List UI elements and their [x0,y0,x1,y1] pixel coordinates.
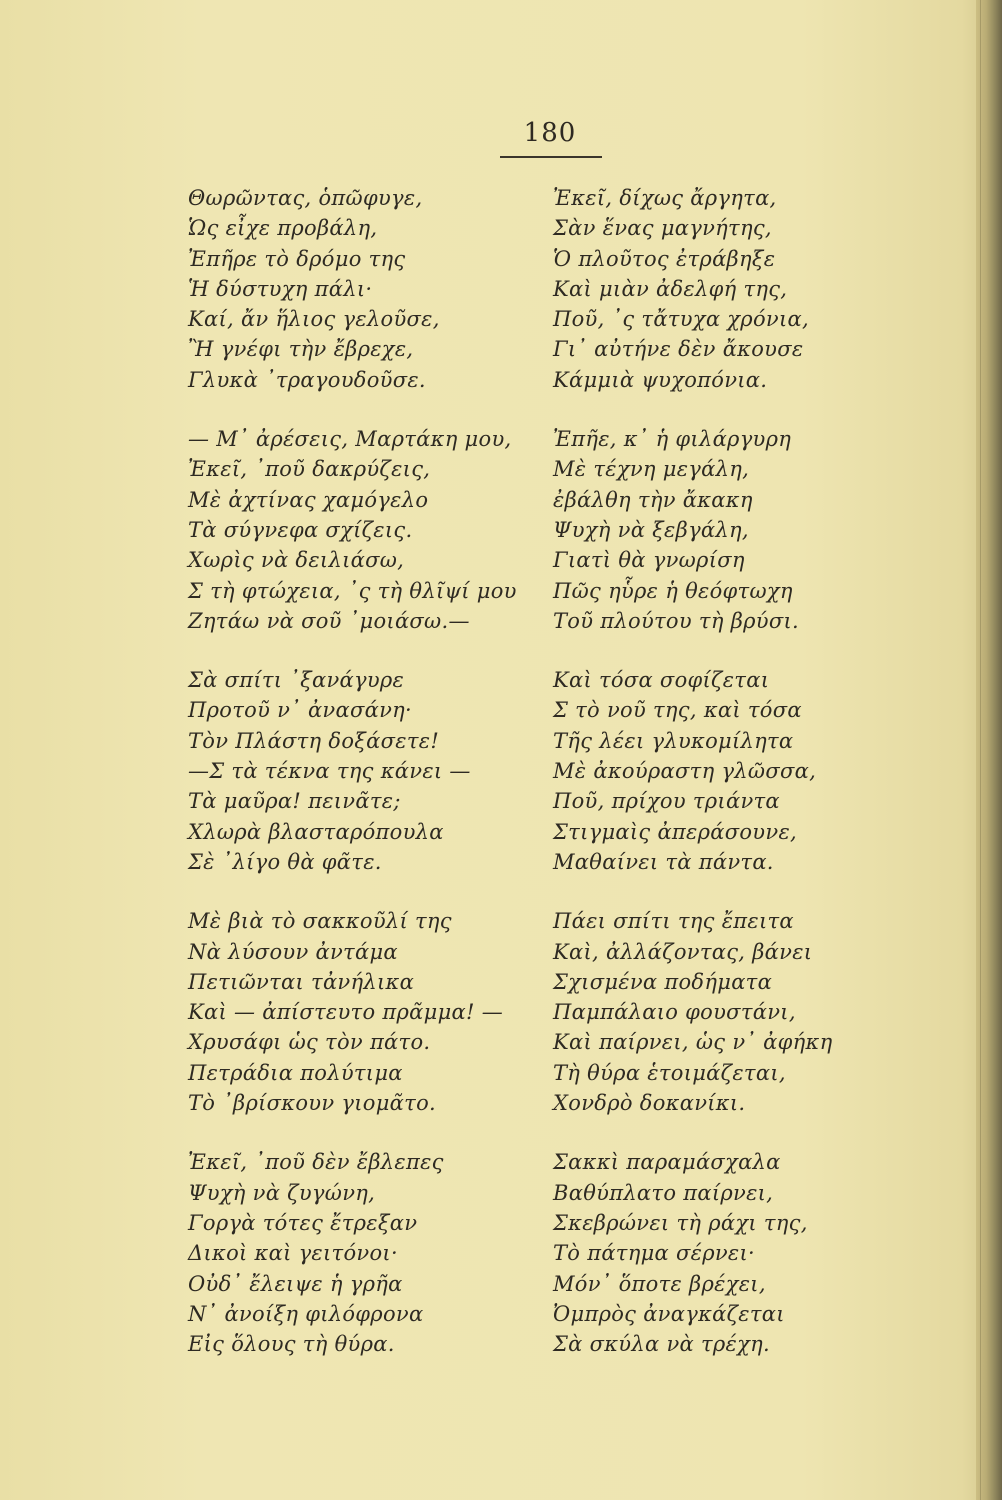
verse-line: Ἐπῆρε τὸ δρόμο της [188,246,406,271]
book-spine-edge [976,0,1002,1500]
verse-line: Μαθαίνει τὰ πάντα. [553,849,774,874]
verse-line: Ποῦ, ᾿ς τἄτυχα χρόνια, [553,307,809,332]
verse-line: Σ τὸ νοῦ της, καὶ τόσα [553,698,802,723]
verse-line: Εἰς ὅλους τὴ θύρα. [188,1332,395,1357]
verse-line: Πετράδια πολύτιμα [188,1060,403,1085]
verse-line: Ὡς εἶχε προβάλη, [188,216,378,241]
verse-line: Καὶ — ἀπίστευτο πρᾶμμα! — [188,1000,504,1025]
verse-line: Σ τὴ φτώχεια, ᾿ς τὴ θλῖψί μου [188,578,517,603]
verse-line: —Σ τὰ τέκνα της κάνει — [188,759,471,784]
verse-line: Τὴ θύρα ἑτοιμάζεται, [553,1060,786,1085]
verse-line: Τοῦ πλούτου τὴ βρύσι. [553,608,799,633]
verse-line: Παμπάλαιο φουστάνι, [553,1000,796,1025]
stanza [188,665,568,877]
verse-line: Καί, ἄν ἥλιος γελοῦσε, [188,307,440,332]
poem-column-left [188,183,568,1388]
verse-line: Στιγμαὶς ἀπεράσουνε, [553,819,797,844]
stanza [553,1147,933,1359]
verse-line: Καὶ μιὰν ἀδελφή της, [553,276,788,301]
verse-line: ἐβάλθη τὴν ἄκακη [553,487,753,512]
verse-line: Γοργὰ τότες ἔτρεξαν [188,1210,418,1235]
verse-line: Σακκὶ παραμάσχαλα [553,1150,781,1175]
verse-line: Πάει σπίτι της ἔπειτα [553,909,794,934]
stanza [553,906,933,1118]
verse-line: Γλυκὰ ᾿τραγουδοῦσε. [188,367,426,392]
verse-line: Γιατὶ θὰ γνωρίση [553,548,745,573]
verse-line: Σχισμένα ποδήματα [553,969,773,994]
verse-line: Ἐκεῖ, ᾿ποῦ δακρύζεις, [188,457,431,482]
verse-line: Καὶ, ἀλλάζοντας, βάνει [553,939,813,964]
verse-line: Βαθύπλατο παίρνει, [553,1180,774,1205]
stanza [188,424,568,636]
verse-line: Σὰ σκύλα νὰ τρέχη. [553,1332,770,1357]
verse-line: Πῶς ηὗρε ἡ θεόφτωχη [553,578,793,603]
verse-line: Ἡ δύστυχη πάλι· [188,276,373,301]
verse-line: Μὲ ἀχτίνας χαμόγελο [188,487,429,512]
verse-line: Ἢ γνέφι τὴν ἔβρεχε, [188,337,414,362]
verse-line: Σὰ σπίτι ᾿ξανάγυρε [188,668,405,693]
verse-line: Σκεβρώνει τὴ ράχι της, [553,1210,808,1235]
verse-line: Ἐκεῖ, δίχως ἄργητα, [553,186,777,210]
verse-line: Ὀμπρὸς ἀναγκάζεται [553,1301,785,1326]
verse-line: Τὸ πάτημα σέρνει· [553,1241,756,1266]
verse-line: Θωρῶντας, ὁπῶφυγε, [188,186,423,210]
stanza [553,424,933,636]
verse-line: Χρυσάφι ὡς τὸν πάτο. [188,1030,431,1055]
verse-line: Ν᾿ ἀνοίξη φιλόφρονα [188,1301,424,1326]
verse-line: — Μ᾿ ἀρέσεις, Μαρτάκη μου, [188,427,512,452]
verse-line: Μὲ βιὰ τὸ σακκοῦλί της [188,909,452,934]
verse-line: Τῆς λέει γλυκομίλητα [553,728,794,753]
verse-line: Τὸν Πλάστη δοξάσετε! [188,728,440,753]
verse-line: Μὲ ἀκούραστη γλῶσσα, [553,759,817,784]
verse-line: Μὲ τέχνη μεγάλη, [553,457,750,482]
verse-line: Ψυχὴ νὰ ζυγώνη, [188,1180,376,1205]
verse-line: Ὁ πλοῦτος ἐτράβηξε [553,246,776,271]
verse-line: Χλωρὰ βλασταρόπουλα [188,819,444,844]
verse-line: Πετιῶνται τἀνήλικα [188,969,415,994]
stanza [553,183,933,395]
verse-line: Σὰν ἕνας μαγνήτης, [553,216,772,241]
verse-line: Ψυχὴ νὰ ξεβγάλη, [553,517,749,542]
verse-line: Ἐκεῖ, ᾿ποῦ δὲν ἔβλεπες [188,1150,444,1175]
verse-line: Ἐπῆε, κ᾿ ἡ φιλάργυρη [553,427,792,452]
verse-line: Σὲ ᾿λίγο θὰ φᾶτε. [188,849,382,874]
verse-line: Ποῦ, πρίχου τριάντα [553,789,780,814]
verse-line: Δικοὶ καὶ γειτόνοι· [188,1241,398,1266]
stanza [188,183,568,395]
stanza [553,665,933,877]
page-number-rule [500,156,602,158]
verse-line: Τὸ ᾿βρίσκουν γιομᾶτο. [188,1091,436,1116]
verse-line: Κάμμιὰ ψυχοπόνια. [553,367,768,392]
verse-line: Μόν᾿ ὅποτε βρέχει, [553,1271,766,1296]
poem-column-right [553,183,933,1388]
stanza [188,906,568,1118]
verse-line: Νὰ λύσουν ἀντάμα [188,939,398,964]
verse-line: Οὐδ᾿ ἔλειψε ἡ γρῆα [188,1271,403,1296]
verse-line: Γι᾿ αὐτήνε δὲν ἄκουσε [553,337,804,362]
verse-line: Προτοῦ ν᾿ ἀνασάνη· [188,698,413,723]
verse-line: Ζητάω νὰ σοῦ ᾿μοιάσω.— [188,608,470,633]
stanza [188,1147,568,1359]
verse-line: Καὶ παίρνει, ὡς ν᾿ ἀφήκη [553,1030,833,1055]
verse-line: Χωρὶς νὰ δειλιάσω, [188,548,405,573]
page-number: 180 [523,118,577,148]
verse-line: Τὰ σύγνεφα σχίζεις. [188,517,413,542]
verse-line: Καὶ τόσα σοφίζεται [553,668,770,693]
verse-line: Χονδρὸ δοκανίκι. [553,1091,746,1116]
verse-line: Τὰ μαῦρα! πεινᾶτε; [188,789,401,814]
